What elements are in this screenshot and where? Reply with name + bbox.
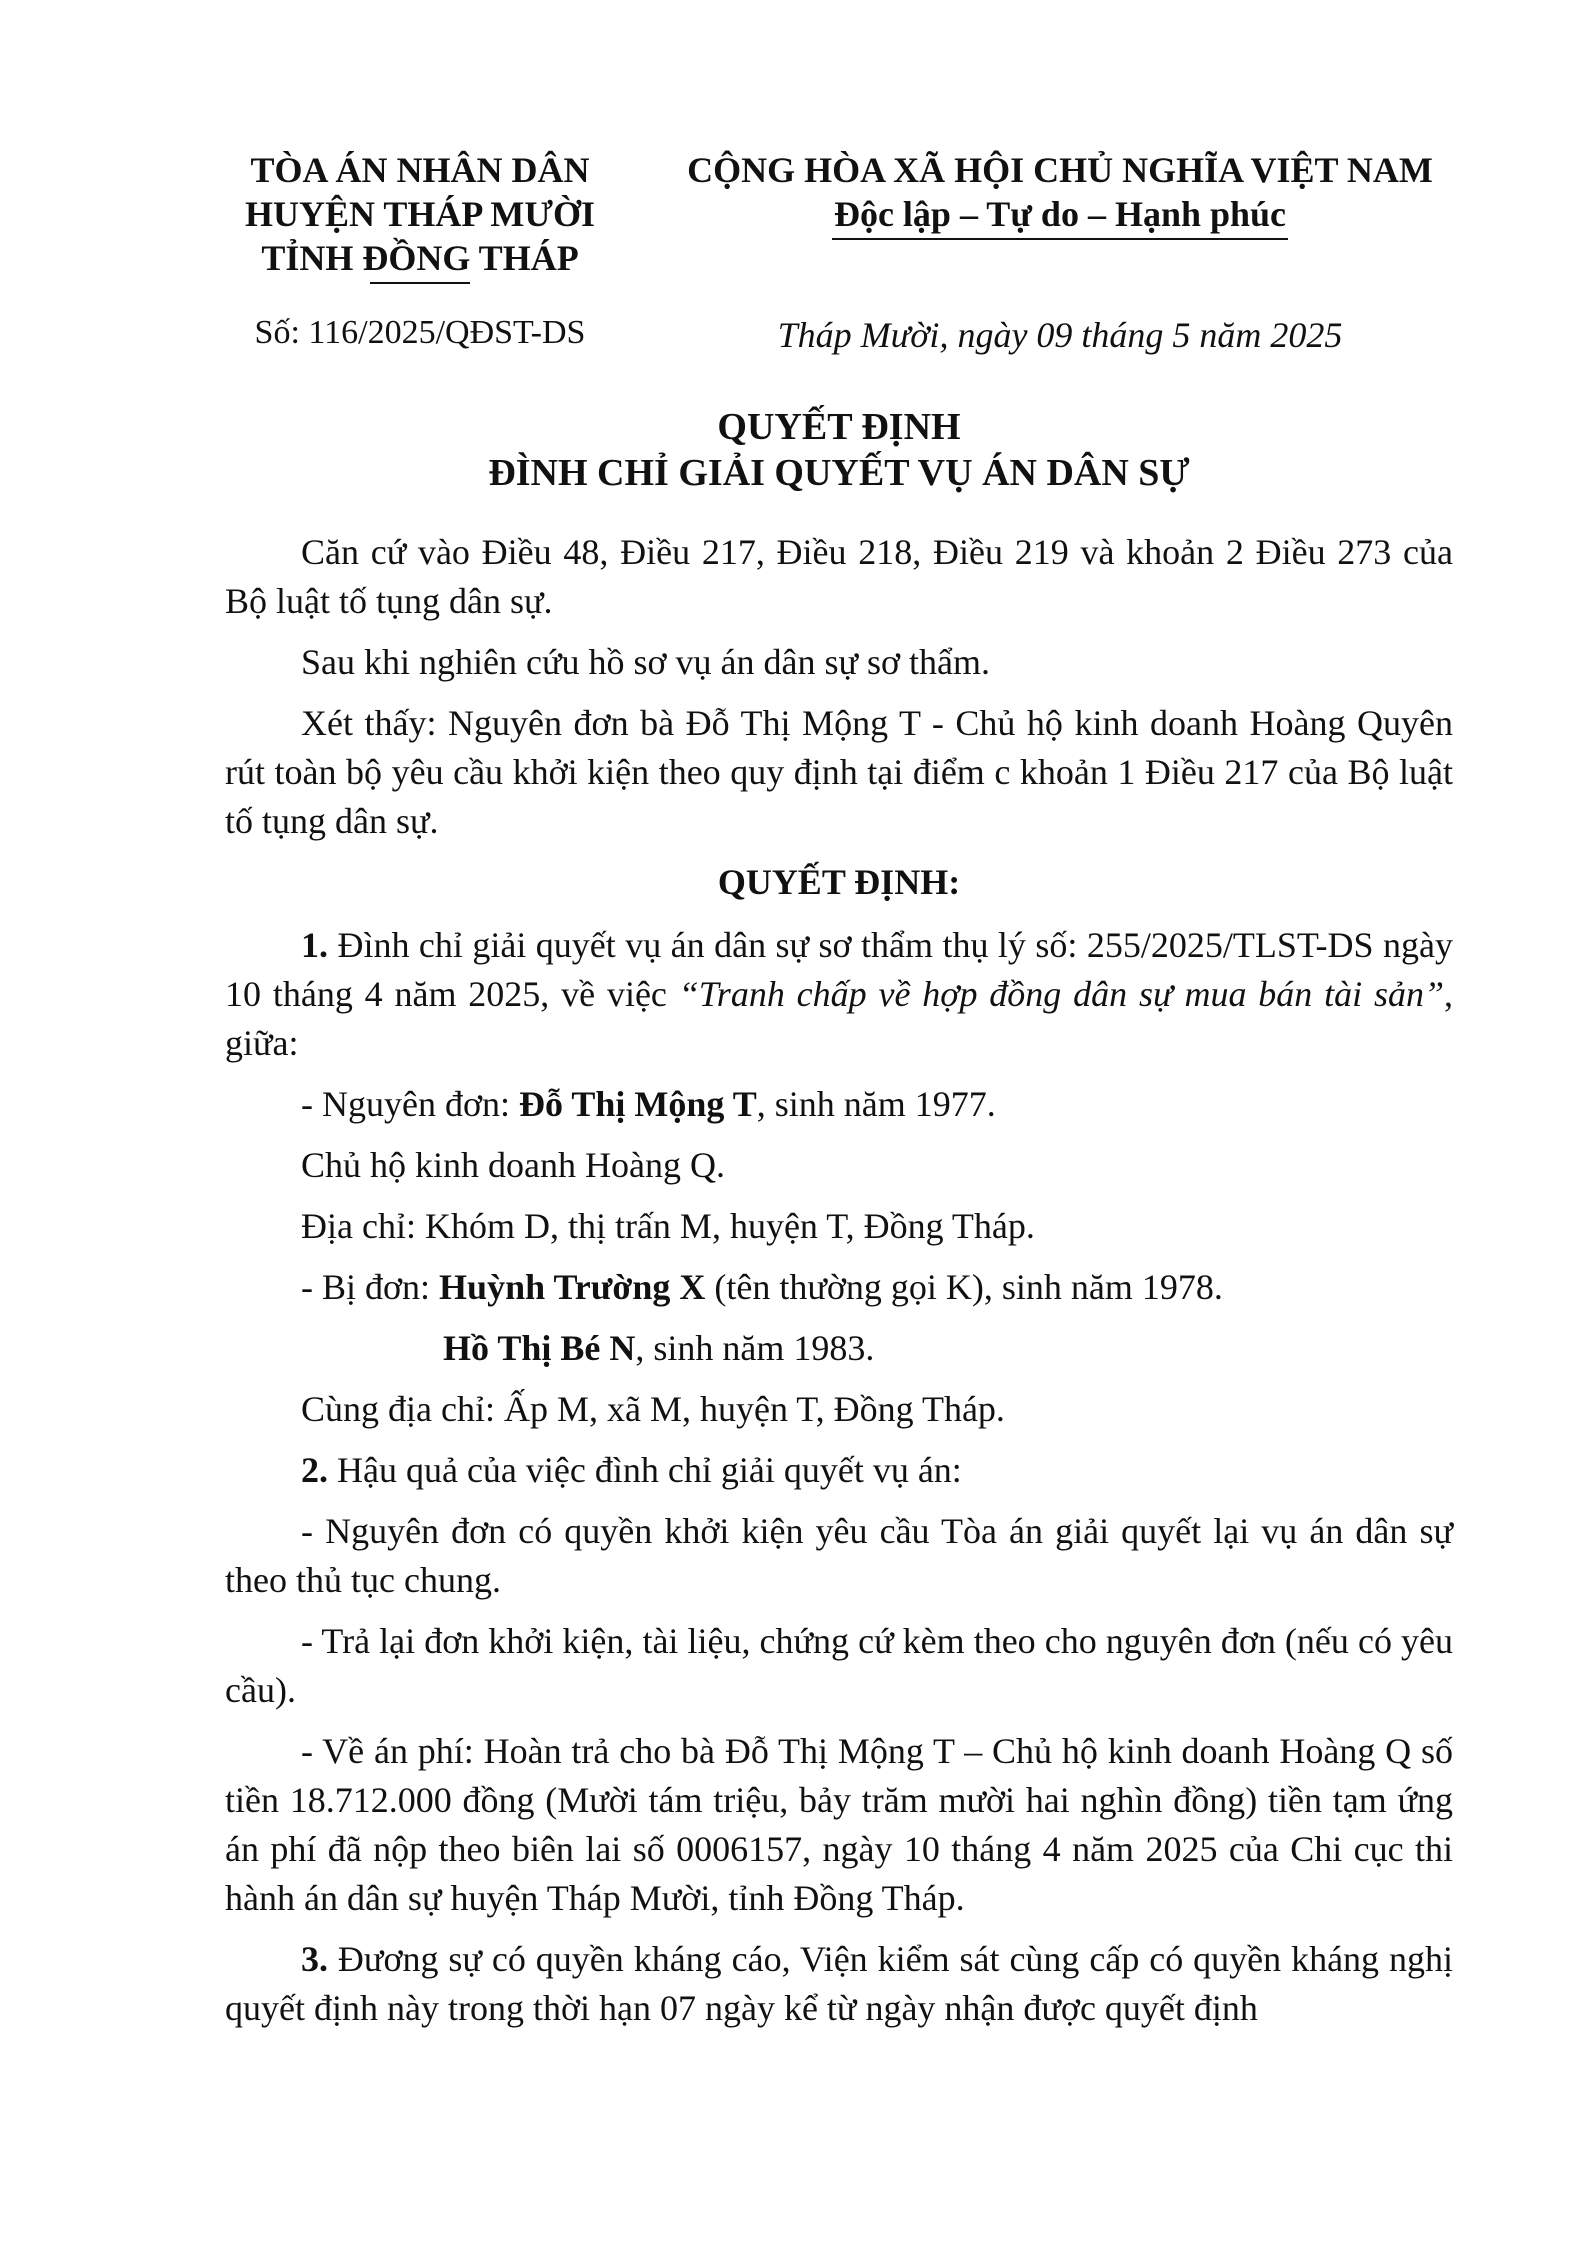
document-number: Số: 116/2025/QĐST-DS <box>254 314 586 351</box>
court-name-line3: TỈNH ĐỒNG THÁP <box>261 238 579 278</box>
decision-item-3 <box>225 1935 1453 2033</box>
defendant-2-birth: , sinh năm 1983. <box>635 1328 875 1368</box>
defendant-1-details: (tên thường gọi K), sinh năm 1978. <box>705 1267 1223 1307</box>
review-paragraph: Sau khi nghiên cứu hồ sơ vụ án dân sự sơ thẩm. <box>301 642 991 682</box>
title-line2: ĐÌNH CHỈ GIẢI QUYẾT VỤ ÁN DÂN SỰ <box>488 452 1190 494</box>
decision-item-2 <box>225 1446 1453 1495</box>
case-subject: “Tranh chấp về hợp đồng dân sự mua bán tài sản” <box>678 974 1444 1014</box>
decision-item-1 <box>225 921 1453 1068</box>
defendant-2-line <box>225 1324 1453 1373</box>
document-body <box>225 528 1453 2045</box>
plaintiff-address: Địa chỉ: Khóm D, thị trấn M, huyện T, Đồng Tháp. <box>301 1206 1035 1246</box>
national-header <box>680 148 1440 240</box>
item-1-tail: , giữa: <box>225 974 1453 1063</box>
document-title <box>225 404 1453 496</box>
plaintiff-line <box>225 1080 1453 1129</box>
place-and-date: Tháp Mười, ngày 09 tháng 5 năm 2025 <box>777 315 1343 355</box>
item-2-text: Hậu quả của việc đình chỉ giải quyết vụ án: <box>328 1450 962 1490</box>
court-header <box>210 148 630 284</box>
item-3-text: Đương sự có quyền kháng cáo, Viện kiểm sát cùng cấp có quyền kháng nghị quyết định này trong thời hạn 07 ngày kể từ ngày nhận được quyết định <box>225 1939 1453 2028</box>
consequence-court-fee: - Về án phí: Hoàn trả cho bà Đỗ Thị Mộng T – Chủ hộ kinh doanh Hoàng Q số tiền 18.712.000 đồng (Mười tám triệu, bảy trăm mười hai nghìn đồng) tiền tạm ứng án phí đã nộp theo biên lai số 0006157, ngày 10 tháng 4 năm 2025 của Chi cục thi hành án dân sự huyện Tháp Mười, tỉnh Đồng Tháp. <box>225 1731 1453 1918</box>
item-1-text: Đình chỉ giải quyết vụ án dân sự sơ thẩm thụ lý số: 255/2025/TLST-DS ngày 10 tháng 4 năm 2025, về việc <box>225 925 1453 1014</box>
defendant-label: - Bị đơn: <box>301 1267 440 1307</box>
plaintiff-birth: , sinh năm 1977. <box>756 1084 996 1124</box>
defendant-1-name: Huỳnh Trường X <box>439 1267 706 1307</box>
item-2-number: 2. <box>301 1450 328 1490</box>
plaintiff-business: Chủ hộ kinh doanh Hoàng Q. <box>301 1145 725 1185</box>
plaintiff-label: - Nguyên đơn: <box>301 1084 520 1124</box>
decision-heading: QUYẾT ĐỊNH: <box>717 862 961 902</box>
plaintiff-name: Đỗ Thị Mộng T <box>519 1084 757 1124</box>
consequence-refile: - Nguyên đơn có quyền khởi kiện yêu cầu Tòa án giải quyết lại vụ án dân sự theo thủ tục chung. <box>225 1511 1453 1600</box>
item-3-number: 3. <box>301 1939 328 1979</box>
title-line1: QUYẾT ĐỊNH <box>717 406 961 448</box>
consequence-return-documents: - Trả lại đơn khởi kiện, tài liệu, chứng cứ kèm theo cho nguyên đơn (nếu có yêu cầu). <box>225 1621 1453 1710</box>
country-name: CỘNG HÒA XÃ HỘI CHỦ NGHĨA VIỆT NAM <box>687 150 1433 190</box>
defendant-2-name: Hồ Thị Bé N <box>443 1328 636 1368</box>
court-name-line1: TÒA ÁN NHÂN DÂN <box>250 150 590 190</box>
defendant-address: Cùng địa chỉ: Ấp M, xã M, huyện T, Đồng Tháp. <box>301 1389 1005 1429</box>
court-header-underline <box>370 282 470 284</box>
defendant-line <box>225 1263 1453 1312</box>
court-name-line2: HUYỆN THÁP MƯỜI <box>244 194 595 234</box>
national-motto: Độc lập – Tự do – Hạnh phúc <box>832 192 1288 240</box>
legal-basis-paragraph: Căn cứ vào Điều 48, Điều 217, Điều 218, Điều 219 và khoản 2 Điều 273 của Bộ luật tố tụng dân sự. <box>225 532 1453 621</box>
finding-paragraph: Xét thấy: Nguyên đơn bà Đỗ Thị Mộng T - Chủ hộ kinh doanh Hoàng Quyên rút toàn bộ yêu cầu khởi kiện theo quy định tại điểm c khoản 1 Điều 217 của Bộ luật tố tụng dân sự. <box>225 703 1453 841</box>
item-1-number: 1. <box>301 925 328 965</box>
